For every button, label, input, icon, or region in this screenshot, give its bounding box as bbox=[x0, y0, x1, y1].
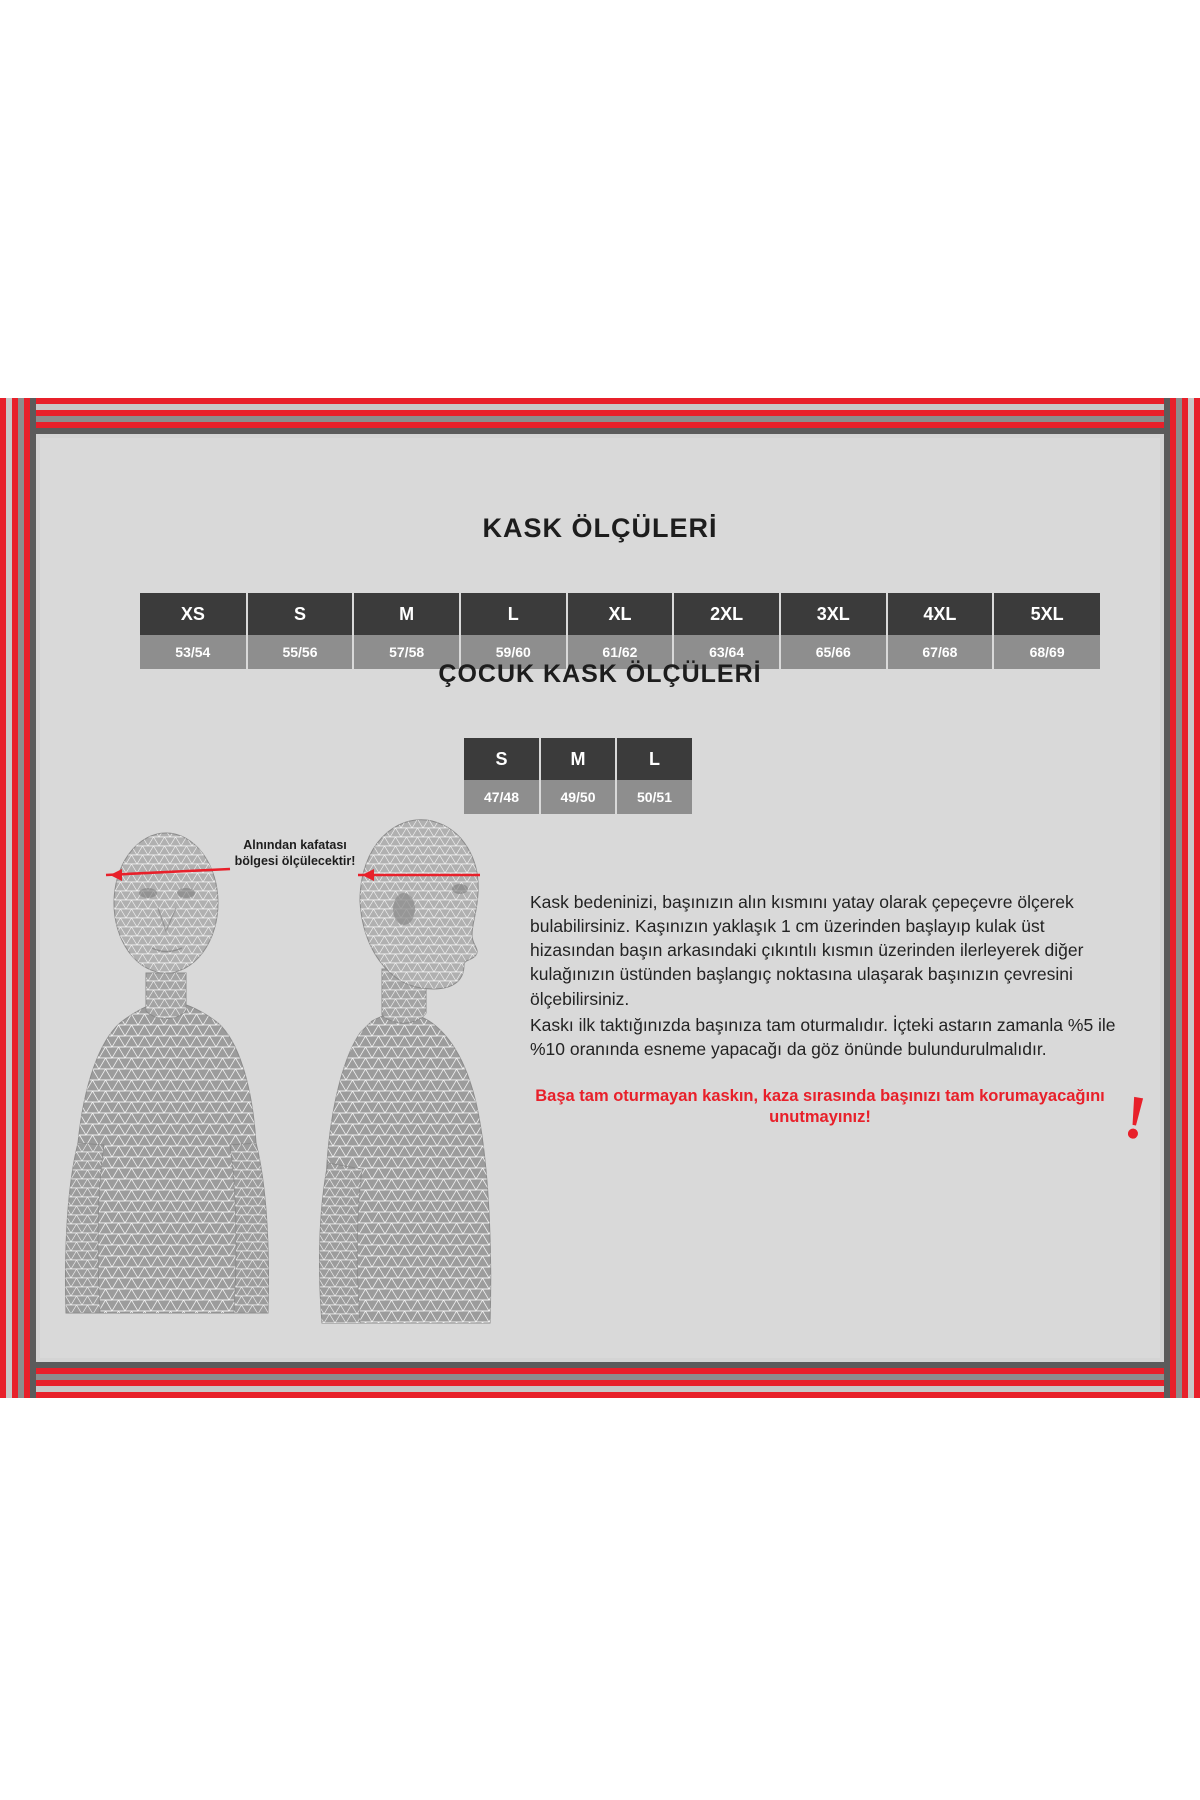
adult-value-cell: 55/56 bbox=[247, 635, 354, 669]
side-figure bbox=[320, 820, 491, 1323]
adult-value-cell: 67/68 bbox=[887, 635, 994, 669]
adult-value-cell: 61/62 bbox=[567, 635, 674, 669]
adult-header-cell: L bbox=[460, 593, 567, 635]
child-value-cell: 49/50 bbox=[540, 780, 616, 814]
child-header-cell: M bbox=[540, 738, 616, 780]
adult-header-cell: XS bbox=[140, 593, 247, 635]
adult-value-cell: 53/54 bbox=[140, 635, 247, 669]
adult-value-cell: 65/66 bbox=[780, 635, 887, 669]
child-value-cell: 47/48 bbox=[464, 780, 540, 814]
child-header-cell: L bbox=[616, 738, 692, 780]
adult-value-cell: 57/58 bbox=[353, 635, 460, 669]
child-section-title: ÇOCUK KASK ÖLÇÜLERİ bbox=[438, 660, 762, 688]
exclamation-icon: ! bbox=[1119, 1082, 1151, 1154]
adult-size-table bbox=[140, 593, 1100, 669]
frame-stripe-right-6 bbox=[1194, 398, 1200, 1398]
page-title: KASK ÖLÇÜLERİ bbox=[482, 513, 718, 543]
child-header-cell: S bbox=[464, 738, 540, 780]
adult-header-cell: 2XL bbox=[673, 593, 780, 635]
helmet-size-poster bbox=[0, 398, 1200, 1398]
adult-header-cell: M bbox=[353, 593, 460, 635]
adult-header-cell: XL bbox=[567, 593, 674, 635]
frame-stripe-left-6 bbox=[30, 398, 36, 1398]
instruction-paragraph-1: Kask bedeninizi, başınızın alın kısmını yatay olarak çepeçevre ölçerek bulabilirsiniz. Kaşınızın yaklaşık 1 cm üzerinden başlayıp kulak üst hizasından başın arkasındaki çıkıntılı kısmın üzerinden ilerleyerek diğer kulağınızın üstünden başlangıç noktasına ulaşarak başınızın çevresini ölçebilirsiniz. bbox=[530, 892, 1084, 1009]
child-value-cell: 50/51 bbox=[616, 780, 692, 814]
measure-annotation: Alnından kafatası bölgesi ölçülecektir! bbox=[234, 838, 356, 868]
instruction-text bbox=[530, 890, 1130, 1061]
adult-header-cell: S bbox=[247, 593, 354, 635]
adult-value-cell: 68/69 bbox=[993, 635, 1100, 669]
adult-value-cell: 59/60 bbox=[460, 635, 567, 669]
instruction-paragraph-2: Kaskı ilk taktığınızda başınıza tam oturmalıdır. İçteki astarın zamanla %5 ile %10 oranında esneme yapacağı da göz önünde bulundurulmalıdır. bbox=[530, 1014, 1116, 1059]
frame-stripe-bottom-6 bbox=[0, 1392, 1200, 1398]
table-row bbox=[464, 738, 692, 780]
adult-header-cell: 5XL bbox=[993, 593, 1100, 635]
front-figure bbox=[66, 833, 269, 1313]
poster-content-area bbox=[40, 438, 1160, 1358]
adult-value-cell: 63/64 bbox=[673, 635, 780, 669]
warning-text: Başa tam oturmayan kaskın, kaza sırasında başınızı tam korumayacağını unutmayınız! bbox=[535, 1087, 1105, 1127]
table-row bbox=[140, 593, 1100, 635]
frame-stripe-top-6 bbox=[0, 428, 1200, 434]
adult-header-cell: 3XL bbox=[780, 593, 887, 635]
adult-header-cell: 4XL bbox=[887, 593, 994, 635]
